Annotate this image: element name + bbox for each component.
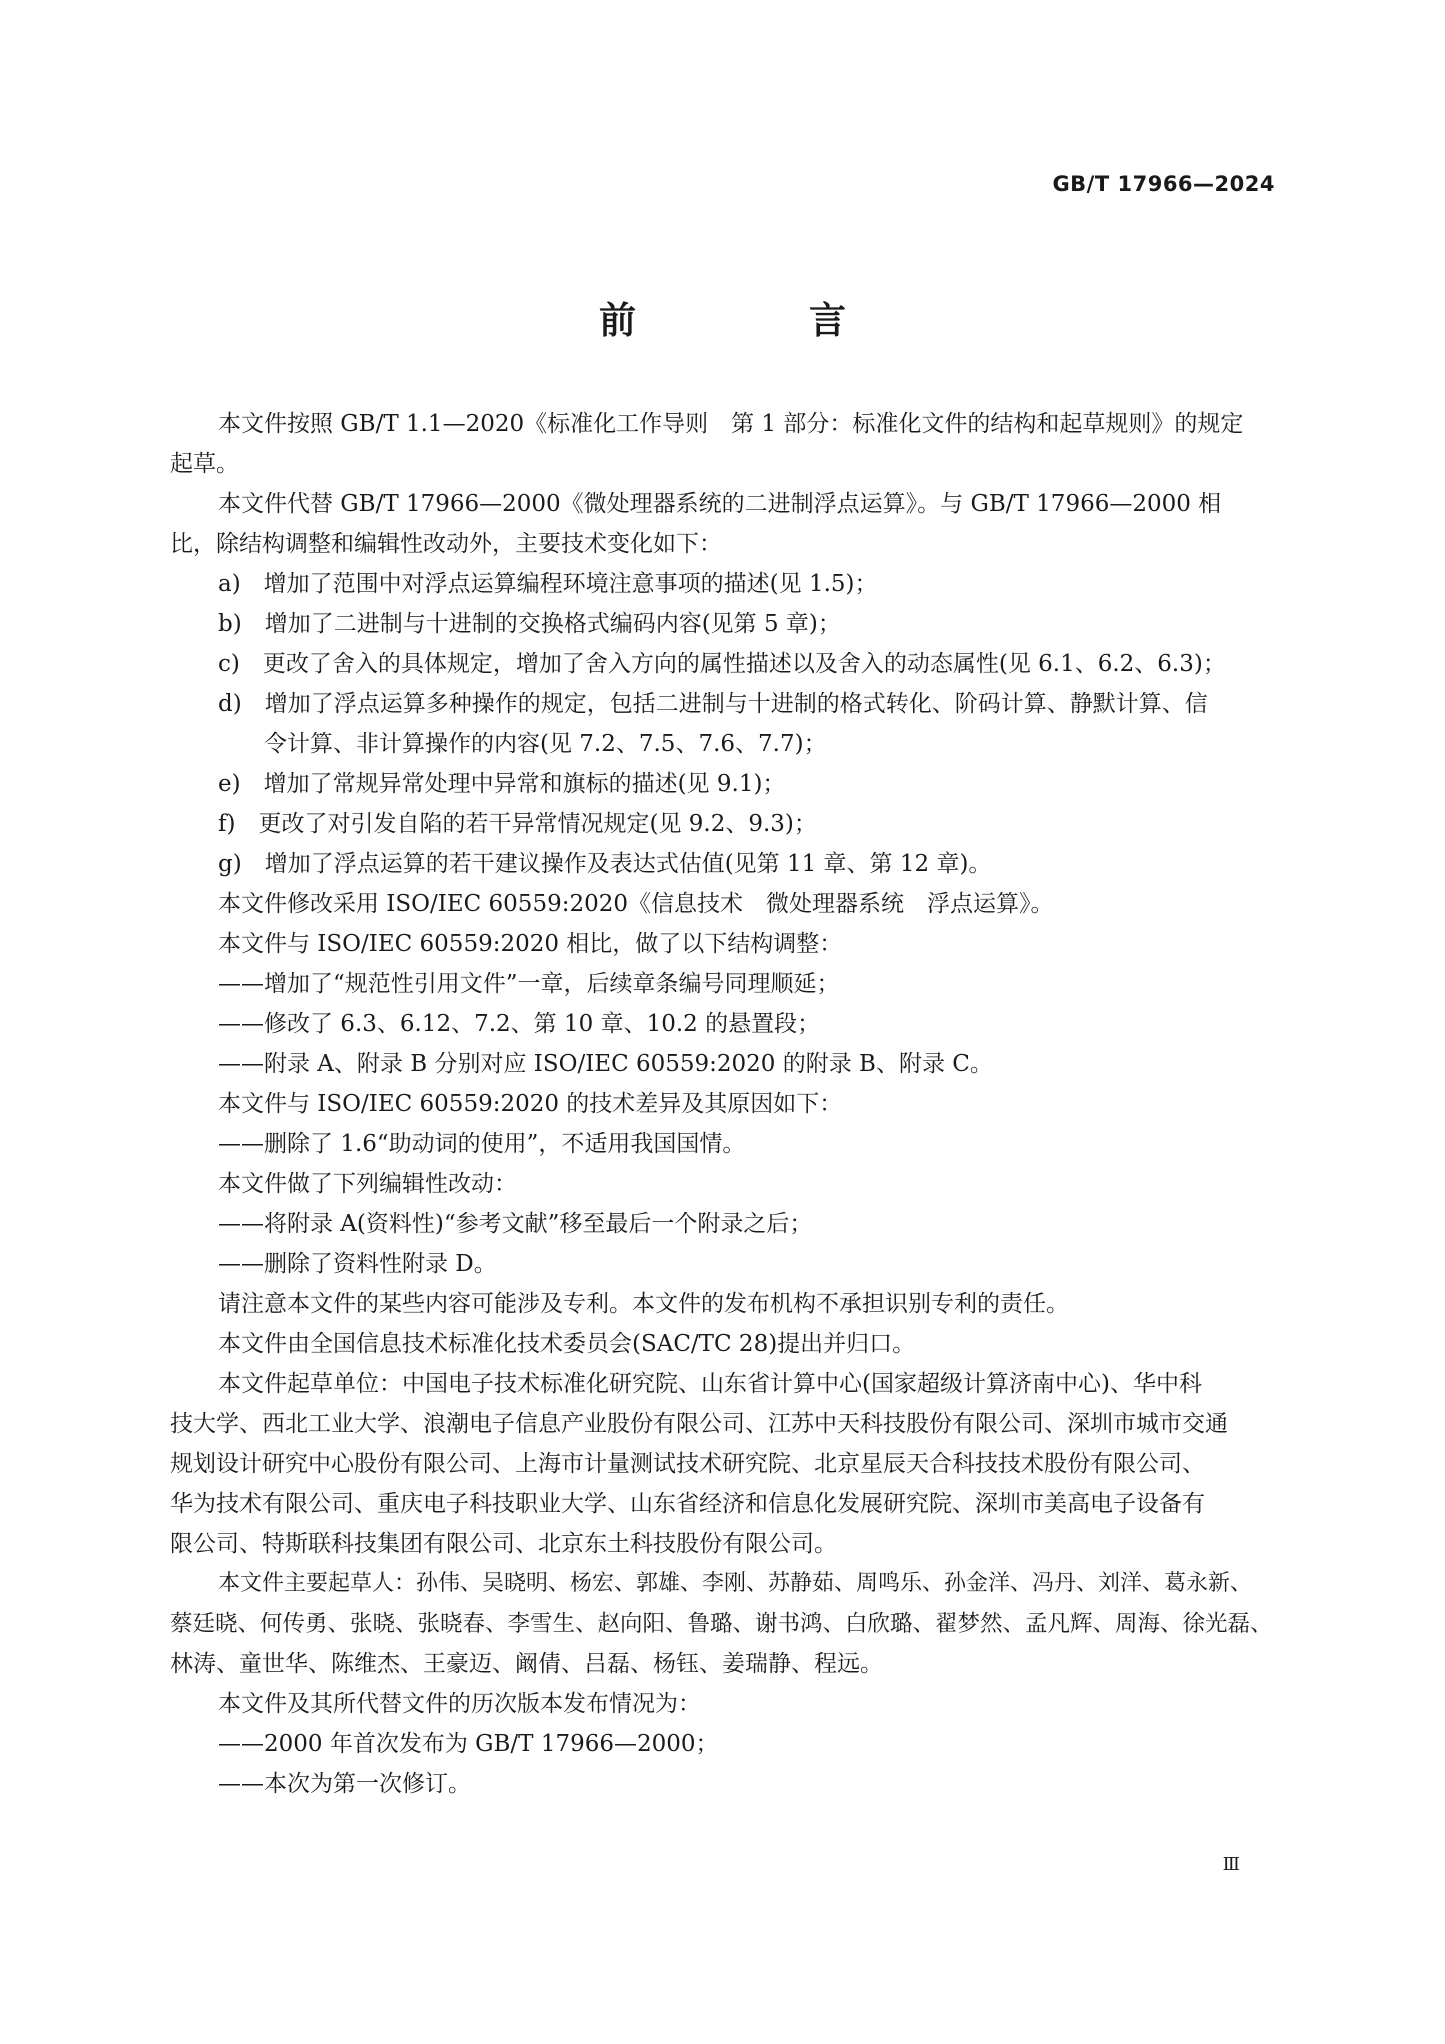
preface-body bbox=[170, 404, 1273, 1804]
text-line: 本文件主要起草人：孙伟、吴晓明、杨宏、郭雄、李刚、苏静茹、周鸣乐、孙金洋、冯丹、刘洋、葛永新、 bbox=[218, 1571, 1253, 1596]
text-line: ——删除了资料性附录 D。 bbox=[218, 1251, 497, 1277]
text-line: 比，除结构调整和编辑性改动外，主要技术变化如下： bbox=[170, 531, 722, 557]
text-line: 本文件起草单位：中国电子技术标准化研究院、山东省计算中心(国家超级计算济南中心)、华中科 bbox=[218, 1371, 1202, 1397]
text-line: ——修改了 6.3、6.12、7.2、第 10 章、10.2 的悬置段； bbox=[218, 1011, 821, 1037]
text-line: 蔡廷晓、何传勇、张晓、张晓春、李雪生、赵向阳、鲁璐、谢书鸿、白欣璐、翟梦然、孟凡辉、周海、徐光磊、 bbox=[170, 1611, 1273, 1637]
text-line: d) 增加了浮点运算多种操作的规定，包括二进制与十进制的格式转化、阶码计算、静默计算、信 bbox=[218, 691, 1208, 717]
text-line: b) 增加了二进制与十进制的交换格式编码内容(见第 5 章)； bbox=[218, 611, 841, 637]
text-line: 本文件及其所代替文件的历次版本发布情况为： bbox=[218, 1691, 701, 1717]
text-line: 起草。 bbox=[170, 451, 239, 477]
text-line: ——附录 A、附录 B 分别对应 ISO/IEC 60559:2020 的附录 B、附录 C。 bbox=[218, 1051, 993, 1077]
text-line: ——删除了 1.6“助动词的使用”，不适用我国国情。 bbox=[218, 1131, 746, 1157]
text-line: 本文件与 ISO/IEC 60559:2020 的技术差异及其原因如下： bbox=[218, 1091, 843, 1117]
text-line: 本文件修改采用 ISO/IEC 60559:2020《信息技术 微处理器系统 浮点运算》。 bbox=[218, 891, 1054, 917]
text-line: 本文件做了下列编辑性改动： bbox=[218, 1171, 517, 1197]
text-line: ——将附录 A(资料性)“参考文献”移至最后一个附录之后； bbox=[218, 1211, 813, 1237]
text-line: 林涛、童世华、陈维杰、王豪迈、阚倩、吕磊、杨钰、姜瑞静、程远。 bbox=[170, 1651, 883, 1677]
text-line: 限公司、特斯联科技集团有限公司、北京东土科技股份有限公司。 bbox=[170, 1531, 837, 1557]
page-number: Ⅲ bbox=[1222, 1854, 1240, 1875]
text-line: 华为技术有限公司、重庆电子科技职业大学、山东省经济和信息化发展研究院、深圳市美高电子设备有 bbox=[170, 1491, 1205, 1517]
text-line: f) 更改了对引发自陷的若干异常情况规定(见 9.2、9.3)； bbox=[218, 811, 817, 837]
text-line: ——增加了“规范性引用文件”一章，后续章条编号同理顺延； bbox=[218, 971, 840, 997]
text-line: 令计算、非计算操作的内容(见 7.2、7.5、7.6、7.7)； bbox=[218, 731, 827, 757]
text-line: 本文件代替 GB/T 17966—2000《微处理器系统的二进制浮点运算》。与 GB/T 17966—2000 相 bbox=[218, 491, 1222, 517]
text-line: c) 更改了舍入的具体规定，增加了舍入方向的属性描述以及舍入的动态属性(见 6.1、6.2、6.3)； bbox=[218, 651, 1226, 677]
text-line: 规划设计研究中心股份有限公司、上海市计量测试技术研究院、北京星辰天合科技技术股份有限公司、 bbox=[170, 1451, 1205, 1477]
text-line: 本文件按照 GB/T 1.1—2020《标准化工作导则 第 1 部分：标准化文件的结构和起草规则》的规定 bbox=[218, 411, 1244, 437]
page-title: 前 言 bbox=[599, 299, 914, 342]
text-line: e) 增加了常规异常处理中异常和旗标的描述(见 9.1)； bbox=[218, 771, 786, 797]
text-line: 技大学、西北工业大学、浪潮电子信息产业股份有限公司、江苏中天科技股份有限公司、深圳市城市交通 bbox=[170, 1411, 1228, 1437]
text-line: ——2000 年首次发布为 GB/T 17966—2000； bbox=[218, 1731, 719, 1757]
text-line: 本文件与 ISO/IEC 60559:2020 相比，做了以下结构调整： bbox=[218, 931, 843, 957]
text-line: 本文件由全国信息技术标准化技术委员会(SAC/TC 28)提出并归口。 bbox=[218, 1331, 916, 1357]
text-line: ——本次为第一次修订。 bbox=[218, 1771, 471, 1797]
text-line: a) 增加了范围中对浮点运算编程环境注意事项的描述(见 1.5)； bbox=[218, 571, 878, 597]
text-line: 请注意本文件的某些内容可能涉及专利。本文件的发布机构不承担识别专利的责任。 bbox=[218, 1291, 1069, 1317]
standard-code: GB/T 17966—2024 bbox=[1052, 172, 1275, 196]
text-line: g) 增加了浮点运算的若干建议操作及表达式估值(见第 11 章、第 12 章)。 bbox=[218, 851, 992, 877]
